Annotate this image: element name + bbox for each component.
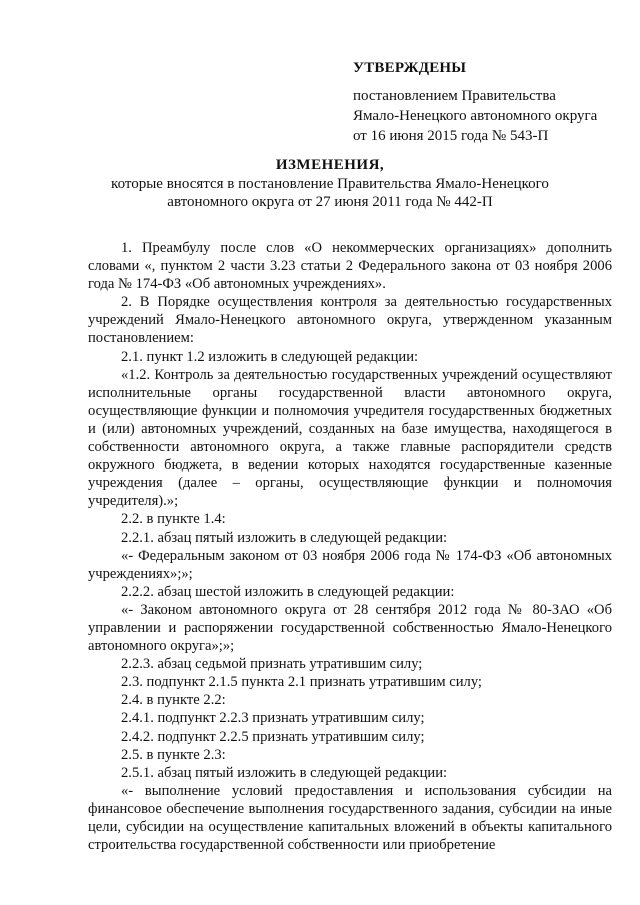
paragraph: 2. В Порядке осуществления контроля за деятельностью государственных учреждений Ямало-Ненецкого автономного округа, утвержденном указанным постановлением: xyxy=(88,294,612,347)
paragraph: 2.4.1. подпункт 2.2.3 признать утратившим силу; xyxy=(121,710,425,727)
approval-line-1: постановлением Правительства xyxy=(353,88,556,104)
paragraph: 1. Преамбулу после слов «О некоммерческих организациях» дополнить словами «, пунктом 2 части 3.23 статьи 2 Федерального закона от 03 ноября 2006 года № 174-ФЗ «Об автономных учреждениях». xyxy=(88,240,612,293)
document-title-block xyxy=(80,155,580,211)
paragraph: 2.2.1. абзац пятый изложить в следующей редакции: xyxy=(121,529,448,546)
paragraph: «1.2. Контроль за деятельностью государственных учреждений осуществляют исполнительные органы государственной власти автономного округа, осуществляющие функции и полномочия учредителя государственных бюджетных и (или) автономных учреждений, созданных на базе имущества, находящегося в собственности автономного округа, а также главные распорядители средств окружного бюджета, в ведении которых находятся государственные казенные учреждения (далее – органы, осуществляющие функции и полномочия учредителя).»; xyxy=(88,366,612,510)
paragraph: 2.4.2. подпункт 2.2.5 признать утратившим силу; xyxy=(121,728,425,745)
document-body xyxy=(88,239,612,854)
paragraph: 2.4. в пункте 2.2: xyxy=(121,692,226,709)
document-subtitle-line-2: автономного округа от 27 июня 2011 года № 442-П xyxy=(167,194,493,210)
paragraph: «- выполнение условий предоставления и использования субсидии на финансовое обеспечение выполнения государственного задания, субсидии на иные цели, субсидии на осуществление капитальных вложений в объекты капитального строительства государственной собственности или приобретение xyxy=(88,782,612,854)
paragraph: 2.2.3. абзац седьмой признать утратившим силу; xyxy=(121,656,423,673)
approval-line-2: Ямало-Ненецкого автономного округа xyxy=(353,108,598,124)
document-subtitle-line-1: которые вносятся в постановление Правительства Ямало-Ненецкого xyxy=(111,176,549,192)
document-title: ИЗМЕНЕНИЯ, xyxy=(275,157,385,173)
paragraph: 2.2. в пункте 1.4: xyxy=(121,511,226,528)
approval-line-3: от 16 июня 2015 года № 543-П xyxy=(353,128,549,144)
paragraph: 2.5.1. абзац пятый изложить в следующей редакции: xyxy=(121,764,448,781)
approval-heading: УТВЕРЖДЕНЫ xyxy=(353,60,467,76)
paragraph: 2.3. подпункт 2.1.5 пункта 2.1 признать утратившим силу; xyxy=(121,674,482,691)
approval-block xyxy=(353,58,633,146)
paragraph: 2.1. пункт 1.2 изложить в следующей редакции: xyxy=(121,348,419,365)
paragraph: «- Федеральным законом от 03 ноября 2006 года № 174-ФЗ «Об автономных учреждениях»;»; xyxy=(88,547,612,582)
paragraph: «- Законом автономного округа от 28 сентября 2012 года № 80-ЗАО «Об управлении и распоряжении государственной собственностью Ямало-Ненецкого автономного округа»;»; xyxy=(88,601,612,655)
paragraph: 2.2.2. абзац шестой изложить в следующей редакции: xyxy=(121,583,455,600)
paragraph: 2.5. в пункте 2.3: xyxy=(121,746,226,763)
